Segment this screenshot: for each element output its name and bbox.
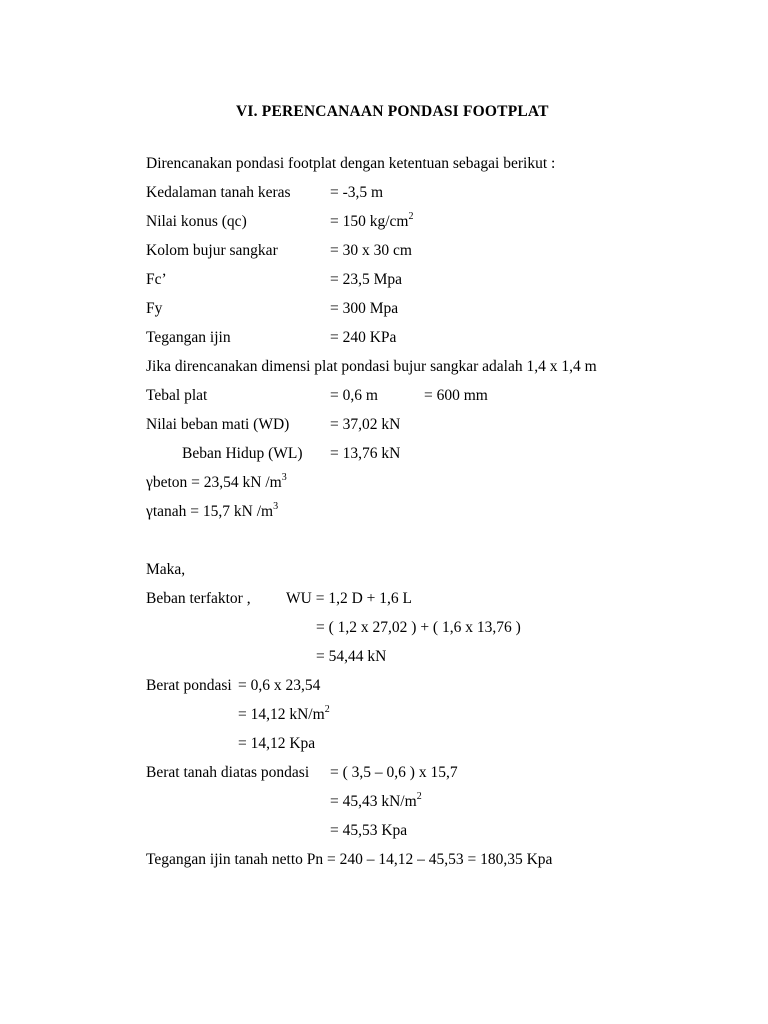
section-title: VI. PERENCANAAN PONDASI FOOTPLAT (236, 103, 549, 120)
gamma-beton (146, 473, 287, 493)
berat-tanah-step: = 45,43 kN/m (330, 793, 417, 810)
berat-tanah-label: Berat tanah diatas pondasi (146, 764, 310, 781)
berat-tanah-step: = ( 3,5 – 0,6 ) x 15,7 (330, 764, 458, 781)
maka-text: Maka, (146, 561, 186, 578)
tebal-value: = 0,6 m (330, 387, 378, 404)
berat-pondasi-result: = 14,12 Kpa (238, 735, 316, 752)
tegangan-netto-text: Tegangan ijin tanah netto Pn = 240 – 14,12 – 45,53 = 180,35 Kpa (146, 851, 553, 868)
load-label: Beban Hidup (WL) (182, 445, 303, 462)
superscript: 3 (281, 471, 287, 483)
param-value: = 150 kg/cm (330, 213, 409, 230)
param-value-wrap (330, 212, 413, 232)
param-label: Nilai konus (qc) (146, 213, 247, 230)
param-value: = 300 Mpa (330, 300, 399, 317)
param-label: Kolom bujur sangkar (146, 242, 278, 259)
tebal-value-mm: = 600 mm (424, 387, 488, 404)
gamma-beton-text: beton = 23,54 kN /m (152, 474, 282, 491)
superscript: 2 (416, 790, 422, 802)
load-label: Nilai beban mati (WD) (146, 416, 290, 433)
beban-terfaktor-result: = 54,44 kN (316, 648, 387, 665)
param-label: Kedalaman tanah keras (146, 184, 291, 201)
load-value: = 37,02 kN (330, 416, 401, 433)
beban-terfaktor-step: = ( 1,2 x 27,02 ) + ( 1,6 x 13,76 ) (316, 619, 521, 636)
param-value: = 30 x 30 cm (330, 242, 412, 259)
param-value: = 240 KPa (330, 329, 397, 346)
intro-text: Direncanakan pondasi footplat dengan ketentuan sebagai berikut : (146, 155, 556, 172)
dimension-text: Jika direncanakan dimensi plat pondasi bujur sangkar adalah 1,4 x 1,4 m (146, 358, 597, 375)
beban-terfaktor-label: Beban terfaktor , (146, 590, 251, 607)
berat-pondasi-step: = 14,12 kN/m (238, 706, 325, 723)
gamma-tanah-text: tanah = 15,7 kN /m (152, 503, 274, 520)
berat-pondasi-step-wrap (238, 705, 330, 725)
gamma-symbol: γ (146, 474, 153, 491)
param-label: Fy (146, 300, 163, 317)
beban-terfaktor-formula: WU = 1,2 D + 1,6 L (286, 590, 412, 607)
superscript: 2 (324, 703, 330, 715)
param-label: Tegangan ijin (146, 329, 231, 346)
berat-tanah-step-wrap (330, 792, 422, 812)
param-value: = 23,5 Mpa (330, 271, 403, 288)
load-value: = 13,76 kN (330, 445, 401, 462)
superscript: 2 (408, 210, 414, 222)
berat-pondasi-step: = 0,6 x 23,54 (238, 677, 321, 694)
param-label: Fc’ (146, 271, 167, 288)
gamma-tanah (146, 502, 278, 522)
gamma-symbol: γ (146, 503, 153, 520)
superscript: 3 (273, 500, 279, 512)
berat-pondasi-label: Berat pondasi (146, 677, 232, 694)
berat-tanah-result: = 45,53 Kpa (330, 822, 408, 839)
tebal-label: Tebal plat (146, 387, 208, 404)
param-value: = -3,5 m (330, 184, 384, 201)
